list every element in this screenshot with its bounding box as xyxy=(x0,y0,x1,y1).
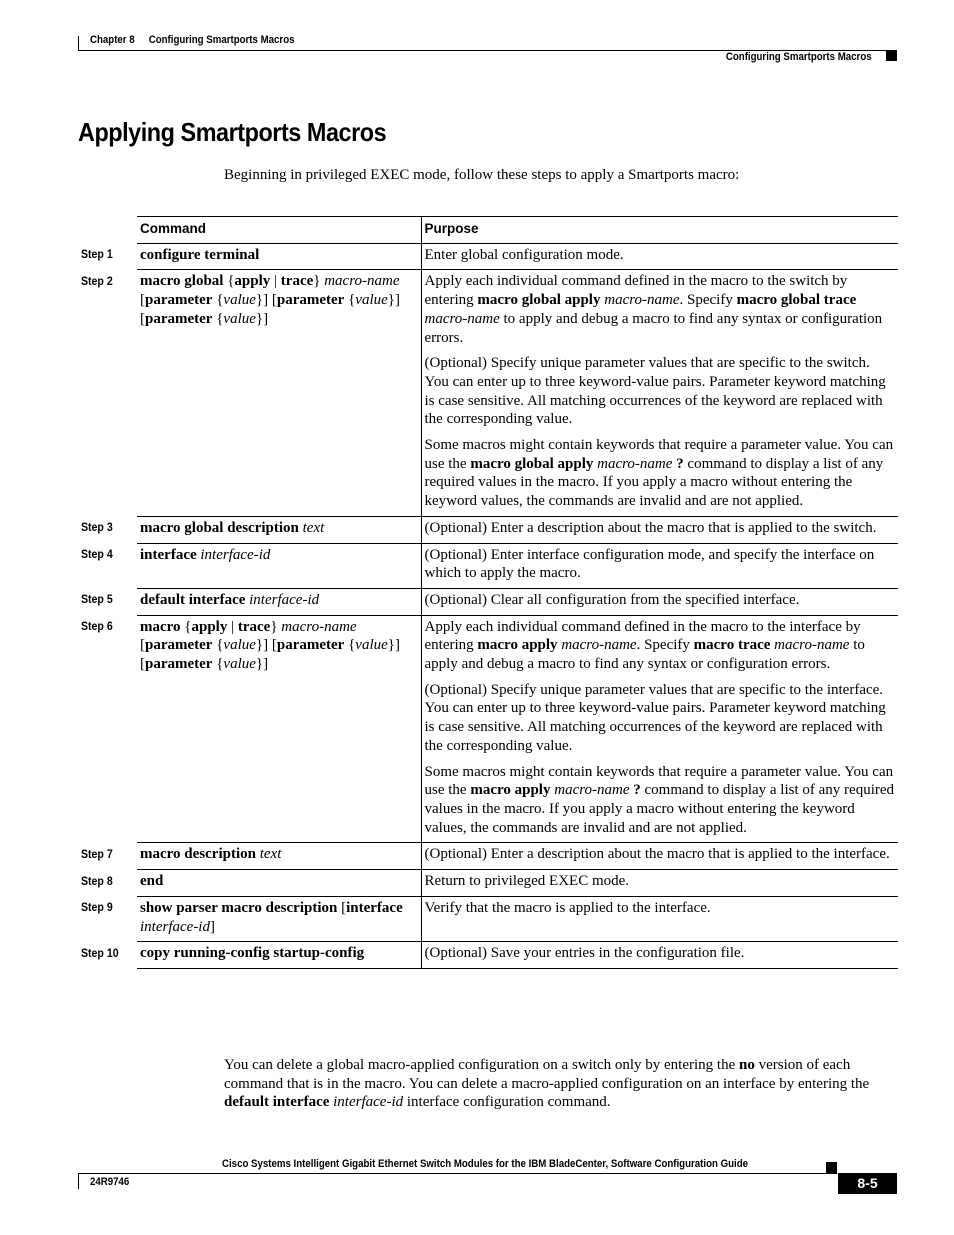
bold-text: trace xyxy=(280,273,314,290)
purpose-paragraph xyxy=(425,591,896,610)
italic-text: value xyxy=(355,292,388,309)
text-run: { xyxy=(212,292,224,309)
bold-text: end xyxy=(140,873,164,890)
text-run: to apply and debug a macro to find any syntax or configuration errors. xyxy=(424,637,865,673)
table-row xyxy=(80,870,898,897)
command-text xyxy=(140,546,418,565)
bold-text: macro global description xyxy=(140,519,299,536)
text-run: (Optional) Specify unique parameter values that are specific to the switch. You can enter up to three keyword-value pairs. Parameter keyword matching is case sensitive. All matching occurrences of the keyword are replaced with the corresponding value. xyxy=(424,355,886,428)
purpose-paragraph xyxy=(425,354,896,429)
text-run: . Specify xyxy=(679,292,737,309)
text-run: command to display a list of any required values in the macro. If you apply a macro without entering the keyword values, the commands are invalid and are not applied. xyxy=(424,455,884,510)
bold-text: parameter xyxy=(276,637,345,654)
chapter-label: Chapter 8 xyxy=(90,34,135,46)
bold-text: ? xyxy=(676,455,684,472)
command-text xyxy=(140,246,418,265)
bold-text: parameter xyxy=(145,656,213,673)
command-text xyxy=(140,944,418,963)
step-label: Step 8 xyxy=(81,873,113,888)
text-run: { xyxy=(223,273,235,290)
purpose-cell xyxy=(421,243,898,270)
bold-text: macro global trace xyxy=(736,292,857,309)
text-run: version of each command that is in the macro. You can delete a macro-applied configuration on an interface by entering the xyxy=(224,1057,870,1092)
command-cell xyxy=(137,870,421,897)
italic-text: macro-name xyxy=(597,455,673,472)
purpose-cell xyxy=(421,270,898,516)
bold-text: macro global apply xyxy=(477,292,601,309)
command-column-header: Command xyxy=(137,217,421,244)
text-run: interface configuration command. xyxy=(403,1094,611,1111)
bold-text: macro global apply xyxy=(470,455,594,472)
closing-paragraph xyxy=(224,1056,904,1112)
text-run: { xyxy=(212,656,224,673)
bold-text: parameter xyxy=(276,292,345,309)
step-number xyxy=(80,870,137,897)
italic-text: macro-name xyxy=(561,637,637,654)
step-number xyxy=(80,615,137,843)
command-text xyxy=(140,899,418,936)
text-run: Apply each individual command defined in the macro to the switch by entering xyxy=(424,273,848,309)
table-row xyxy=(80,615,898,843)
step-label: Step 4 xyxy=(81,547,113,562)
italic-text: interface-id xyxy=(140,918,210,935)
purpose-paragraph xyxy=(425,546,896,583)
command-text xyxy=(140,272,418,328)
table-row xyxy=(80,942,898,969)
text-run: to apply and debug a macro to find any syntax or configuration errors. xyxy=(424,310,883,346)
text-run: }] xyxy=(255,656,269,673)
purpose-paragraph xyxy=(425,899,896,918)
text-run: (Optional) Save your entries in the configuration file. xyxy=(424,945,745,962)
procedure-table xyxy=(80,216,898,969)
step-number xyxy=(80,942,137,969)
text-run: }] xyxy=(255,310,269,327)
text-run: (Optional) Enter interface configuration mode, and specify the interface on which to apply the macro. xyxy=(424,546,875,582)
text-run: You can delete a global macro-applied configuration on a switch only by entering the xyxy=(224,1057,739,1073)
header-marker xyxy=(886,51,897,61)
text-run: Enter global configuration mode. xyxy=(424,246,624,263)
step-label: Step 5 xyxy=(81,592,113,607)
command-cell xyxy=(137,615,421,843)
table-header-row xyxy=(80,217,898,244)
bold-text: apply xyxy=(191,618,228,635)
italic-text: interface-id xyxy=(249,591,320,608)
text-run: { xyxy=(344,292,356,309)
table-row xyxy=(80,543,898,588)
italic-text: interface-id xyxy=(333,1094,404,1111)
step-label: Step 6 xyxy=(81,619,113,634)
footer-guide-title: Cisco Systems Intelligent Gigabit Ethernet Switch Modules for the IBM BladeCenter, Software Configuration Guide xyxy=(222,1158,749,1170)
italic-text: text xyxy=(259,846,282,863)
text-run: Verify that the macro is applied to the interface. xyxy=(424,899,711,916)
text-run: (Optional) Specify unique parameter values that are specific to the interface. You can enter up to three keyword-value pairs. Parameter keyword matching is case sensitive. All matching occurrences of the keyword are replaced with the corresponding value. xyxy=(424,681,886,754)
text-run: (Optional) Enter a description about the macro that is applied to the interface. xyxy=(424,846,890,863)
command-text xyxy=(140,845,418,864)
step-number xyxy=(80,843,137,870)
italic-text: value xyxy=(223,637,256,654)
command-cell xyxy=(137,896,421,941)
command-cell xyxy=(137,588,421,615)
bold-text: copy running-config startup-config xyxy=(140,945,365,962)
text-run: (Optional) Clear all configuration from the specified interface. xyxy=(424,591,800,608)
bold-text: apply xyxy=(234,273,271,290)
text-run: }] [ xyxy=(140,292,400,327)
purpose-paragraph xyxy=(425,944,896,963)
italic-text: macro-name xyxy=(554,782,630,799)
purpose-paragraph xyxy=(425,272,896,347)
text-run: { xyxy=(344,637,356,654)
running-header-chapter xyxy=(90,34,294,46)
italic-text: interface-id xyxy=(200,546,271,563)
command-cell xyxy=(137,516,421,543)
procedure-steps xyxy=(80,243,898,968)
italic-text: macro-name xyxy=(281,618,357,635)
table-row xyxy=(80,843,898,870)
table-row xyxy=(80,516,898,543)
step-label: Step 2 xyxy=(81,273,113,288)
bold-text: macro xyxy=(140,618,181,635)
header-rule-vertical xyxy=(78,36,79,51)
text-run: [ xyxy=(140,637,145,654)
text-run: { xyxy=(212,637,224,654)
text-run: { xyxy=(212,310,224,327)
italic-text: macro-name xyxy=(774,637,850,654)
bold-text: parameter xyxy=(145,292,213,309)
text-run: } xyxy=(270,618,282,635)
text-run: | xyxy=(227,618,238,635)
table-row xyxy=(80,270,898,516)
chapter-title: Configuring Smartports Macros xyxy=(148,34,295,46)
italic-text: macro-name xyxy=(324,273,400,290)
text-run: command to display a list of any required values in the macro. If you apply a macro without entering the keyword values, the commands are invalid and are not applied. xyxy=(424,782,895,836)
step-number xyxy=(80,896,137,941)
bold-text: parameter xyxy=(145,310,213,327)
intro-paragraph: Beginning in privileged EXEC mode, follow these steps to apply a Smartports macro: xyxy=(224,167,740,183)
step-number xyxy=(80,516,137,543)
command-cell xyxy=(137,270,421,516)
purpose-cell xyxy=(421,896,898,941)
bold-text: show parser macro description xyxy=(140,899,338,916)
italic-text: macro-name xyxy=(424,310,500,327)
step-label: Step 7 xyxy=(81,846,113,861)
italic-text: value xyxy=(223,656,256,673)
bold-text: default interface xyxy=(140,591,246,608)
bold-text: trace xyxy=(237,618,271,635)
text-run: }] [ xyxy=(140,637,400,673)
command-text xyxy=(140,591,418,610)
bold-text: macro description xyxy=(140,846,256,863)
purpose-cell xyxy=(421,543,898,588)
purpose-paragraph xyxy=(425,246,896,265)
step-label: Step 9 xyxy=(81,900,113,915)
bold-text: no xyxy=(739,1057,755,1073)
text-run: [ xyxy=(337,899,347,916)
purpose-paragraph xyxy=(425,845,896,864)
text-run: Apply each individual command defined in the macro to the interface by entering xyxy=(424,618,861,654)
footer-rule xyxy=(78,1173,826,1174)
command-cell xyxy=(137,543,421,588)
bold-text: macro trace xyxy=(693,637,771,654)
step-number xyxy=(80,270,137,516)
bold-text: interface xyxy=(140,546,197,563)
purpose-cell xyxy=(421,516,898,543)
text-run: }] [ xyxy=(255,292,277,309)
italic-text: macro-name xyxy=(604,292,680,309)
footer-doc-number: 24R9746 xyxy=(90,1176,130,1188)
purpose-cell xyxy=(421,942,898,969)
command-text xyxy=(140,519,418,538)
command-text xyxy=(140,872,418,891)
table-row xyxy=(80,243,898,270)
italic-text: value xyxy=(223,310,256,327)
bold-text: ? xyxy=(633,782,641,799)
purpose-paragraph xyxy=(425,618,896,674)
page-title: Applying Smartports Macros xyxy=(78,117,387,147)
text-run: }] [ xyxy=(255,637,277,654)
purpose-paragraph xyxy=(425,519,896,538)
table-row xyxy=(80,896,898,941)
text-run: ] xyxy=(209,918,215,935)
text-run: Return to privileged EXEC mode. xyxy=(424,873,630,890)
page-number: 8-5 xyxy=(838,1173,897,1194)
footer-rule-vertical xyxy=(78,1173,79,1189)
step-label: Step 1 xyxy=(81,247,113,262)
purpose-cell xyxy=(421,588,898,615)
italic-text: value xyxy=(223,292,256,309)
text-run: } xyxy=(313,273,325,290)
purpose-cell xyxy=(421,843,898,870)
step-number xyxy=(80,543,137,588)
italic-text: text xyxy=(302,519,325,536)
text-run: [ xyxy=(140,292,145,309)
running-header-section: Configuring Smartports Macros xyxy=(726,51,872,63)
text-run: (Optional) Enter a description about the macro that is applied to the switch. xyxy=(424,519,877,536)
purpose-cell xyxy=(421,870,898,897)
bold-text: configure terminal xyxy=(140,246,260,263)
command-text xyxy=(140,618,418,674)
purpose-paragraph xyxy=(425,436,896,511)
purpose-paragraph xyxy=(425,763,896,838)
italic-text: value xyxy=(355,637,388,654)
purpose-paragraph xyxy=(425,872,896,891)
bold-text: macro apply xyxy=(470,782,551,799)
purpose-column-header: Purpose xyxy=(421,217,898,244)
bold-text: macro apply xyxy=(477,637,558,654)
text-run: { xyxy=(180,618,192,635)
bold-text: default interface xyxy=(224,1094,330,1111)
step-number xyxy=(80,588,137,615)
table-row xyxy=(80,588,898,615)
bold-text: parameter xyxy=(145,637,213,654)
purpose-cell xyxy=(421,615,898,843)
text-run: Some macros might contain keywords that require a parameter value. You can use the xyxy=(424,763,894,799)
step-number xyxy=(80,243,137,270)
command-cell xyxy=(137,843,421,870)
step-label: Step 10 xyxy=(81,945,119,960)
purpose-paragraph xyxy=(425,681,896,756)
command-cell xyxy=(137,243,421,270)
text-run: | xyxy=(270,273,281,290)
text-run: . Specify xyxy=(636,637,694,654)
step-header-blank xyxy=(80,217,137,244)
step-label: Step 3 xyxy=(81,520,113,535)
footer-marker xyxy=(826,1162,837,1174)
command-cell xyxy=(137,942,421,969)
bold-text: macro global xyxy=(140,273,224,290)
bold-text: interface xyxy=(346,899,403,916)
text-run: Some macros might contain keywords that require a parameter value. You can use the xyxy=(424,437,894,472)
